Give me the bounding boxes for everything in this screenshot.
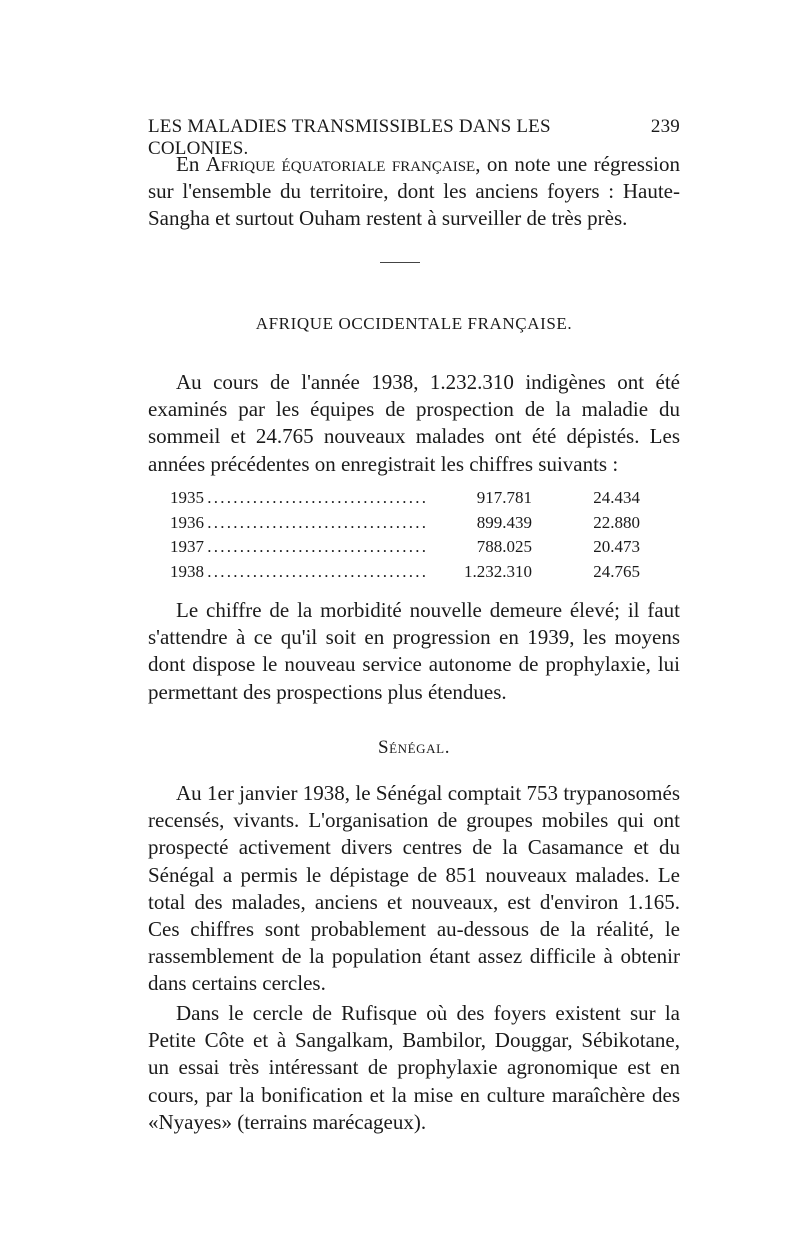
aof-paragraph: Au cours de l'année 1938, 1.232.310 indigènes ont été examinés par les équipes de prospection de la maladie du sommeil et 24.765 nouveaux malades ont été dépistés. Les années précédentes on enregistrait les chiffres suivants : [148,370,680,476]
aof-heading: AFRIQUE OCCIDENTALE FRANÇAISE. [255,314,573,333]
row-year: 1936 . . . [170,513,425,533]
row-new-cases: 24.434 [593,488,640,507]
table-row [170,537,650,562]
senegal-heading: Sénégal. [377,737,451,758]
row-year: 1938 . . . [170,562,425,582]
row-examined: 917.781 [476,488,532,507]
row-examined: 1.232.310 [464,561,532,581]
aef-lead: En [176,152,206,176]
senegal-paragraph-2: Dans le cercle de Rufisque où des foyers existent sur la Petite Côte et à Sangalkam, Bambilor, Douggar, Sébikotane, un essai très intéressant de prophylaxie agronomique est en cours, par la bonification et la mise en culture maraîchère des «Nyayes» (terrains marécageux). [148,1001,680,1134]
aef-region-name: Afrique équatoriale française [205,152,476,176]
running-title: LES MALADIES TRANSMISSIBLES DANS LES COLONIES. [148,116,551,159]
row-new-cases: 20.473 [593,537,640,556]
table-row [170,562,650,587]
row-examined: 899.439 [476,512,532,532]
stats-table [170,488,650,586]
aef-paragraph [148,151,680,233]
table-row [170,513,650,538]
aef-text: , on note une régression sur l'ensemble du territoire, dont les anciens foyers : Haute-Sangha et surtout Ouham restent à surveiller de très près. [148,152,680,231]
row-year: 1937 . . . [170,537,425,557]
page-number: 239 [650,116,680,137]
row-year: 1935 . . . [170,488,425,508]
row-examined: 788.025 [476,537,532,556]
morbidity-paragraph: Le chiffre de la morbidité nouvelle demeure élevé; il faut s'attendre à ce qu'il soit en progression en 1939, les moyens dont dispose le nouveau service autonome de prophylaxie, lui permettant des prospections plus étendues. [148,598,680,704]
table-row [170,488,650,513]
section-divider [380,262,420,263]
senegal-paragraph-1: Au 1er janvier 1938, le Sénégal comptait 753 trypanosomés recensés, vivants. L'organisation de groupes mobiles qui ont prospecté activement divers centres de la Casamance et du Sénégal a permis le dépistage de 851 nouveaux malades. Le total des malades, anciens et nouveaux, est d'environ 1.165. Ces chiffres sont probablement au-dessous de la réalité, le rassemblement de la population étant assez difficile à obtenir dans certains cercles. [148,781,680,996]
row-new-cases: 24.765 [593,561,640,581]
row-new-cases: 22.880 [593,512,640,532]
